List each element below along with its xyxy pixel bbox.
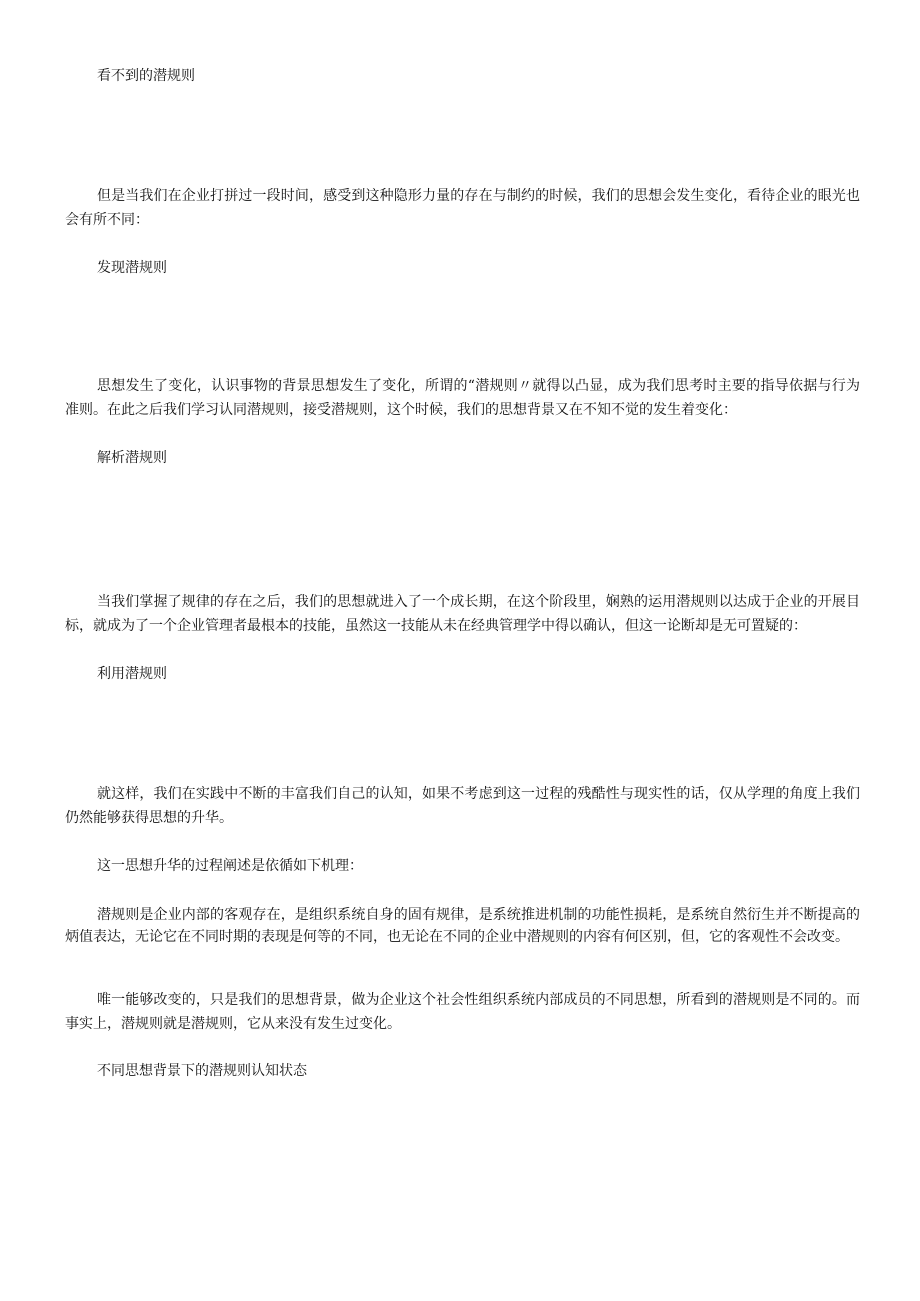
paragraph-growth-stage: 当我们掌握了规律的存在之后，我们的思想就进入了一个成长期，在这个阶段里，娴熟的运用潜规则以达成于企业的开展目标，就成为了一个企业管理者最根本的技能，虽然这一技能从未在经典管理学中得以确认，但这一论断却是无可置疑的： (65, 594, 860, 634)
section-heading-discover-rules: 发现潜规则 (97, 260, 167, 276)
paragraph-cognition-growth: 就这样，我们在实践中不断的丰富我们自己的认知，如果不考虑到这一过程的残酷性与现实性的话，仅从学理的角度上我们仍然能够获得思想的升华。 (65, 786, 860, 826)
paragraph-rules-emerge: 思想发生了变化，认识事物的背景思想发生了变化，所谓的“潜规则〃就得以凸显，成为我们思考时主要的指导依据与行为准则。在此之后我们学习认同潜规则，接受潜规则，这个时候，我们的思想背景又在不知不觉的发生着变化： (65, 378, 860, 418)
section-heading-use-rules: 利用潜规则 (97, 666, 167, 682)
section-heading-unseen-rules: 看不到的潜规则 (97, 68, 195, 84)
paragraph-perception-change: 但是当我们在企业打拼过一段时间，感受到这种隐形力量的存在与制约的时候，我们的思想会发生变化，看待企业的眼光也会有所不同： (65, 188, 860, 228)
paragraph-only-change: 唯一能够改变的，只是我们的思想背景，做为企业这个社会性组织系统内部成员的不同思想，所看到的潜规则是不同的。而事实上，潜规则就是潜规则，它从来没有发生过变化。 (65, 992, 860, 1032)
section-heading-cognitive-states: 不同思想背景下的潜规则认知状态 (97, 1063, 307, 1079)
paragraph-objective-existence: 潜规则是企业内部的客观存在，是组织系统自身的固有规律，是系统推进机制的功能性损耗，是系统自然衍生并不断提高的炳值表达，无论它在不同时期的表现是何等的不同，也无论在不同的企业中潜规则的内容有何区别，但，它的客观性不会改变。 (65, 907, 860, 945)
paragraph-mechanism-intro: 这一思想升华的过程阐述是依循如下机理： (97, 858, 363, 874)
section-heading-analyze-rules: 解析潜规则 (97, 450, 167, 466)
